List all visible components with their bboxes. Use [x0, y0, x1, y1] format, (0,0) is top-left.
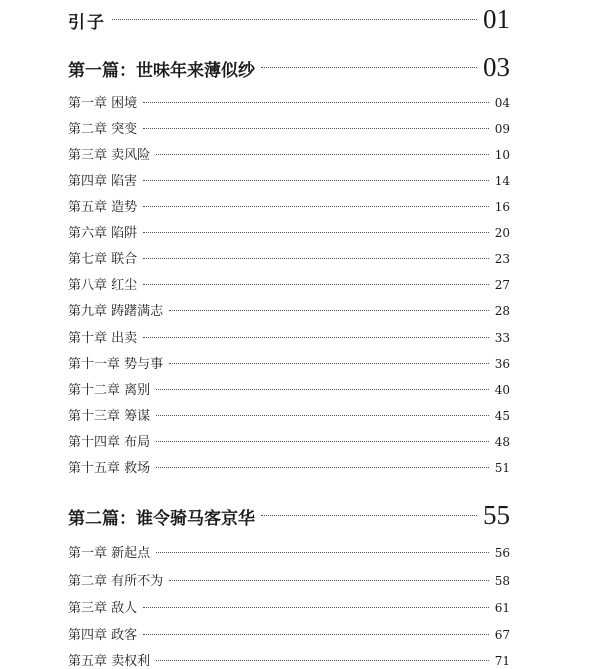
toc-entry-page: 23 [494, 252, 510, 266]
toc-chapter-entry[interactable] [68, 118, 510, 137]
toc-entry-page: 48 [494, 435, 510, 449]
toc-entry-title: 第四章 政客 [68, 628, 138, 643]
dot-leader [143, 607, 489, 608]
toc-chapter-entry[interactable] [68, 597, 510, 616]
toc-entry-page: 20 [494, 226, 510, 240]
dot-leader [143, 206, 489, 207]
toc-part-title: 第一篇：世味年来薄似纱 [68, 61, 255, 81]
toc-chapter-entry[interactable] [68, 405, 510, 424]
dot-leader [169, 310, 489, 311]
toc-chapter-entry[interactable] [68, 542, 510, 561]
dot-leader [143, 180, 489, 181]
toc-entry-page: 09 [494, 122, 510, 136]
toc-chapter-entry[interactable] [68, 196, 510, 215]
dot-leader [261, 515, 477, 516]
toc-chapter-entry[interactable] [68, 353, 510, 372]
toc-entry-page: 40 [494, 383, 510, 397]
toc-entry-page: 28 [494, 304, 510, 318]
toc-entry-title: 第八章 红尘 [68, 278, 138, 293]
dot-leader [156, 552, 489, 553]
dot-leader [143, 634, 489, 635]
toc-chapter-entry[interactable] [68, 570, 510, 589]
toc-entry-title: 第一章 新起点 [68, 546, 151, 561]
toc-part-page: 03 [483, 52, 510, 82]
toc-entry-page: 33 [494, 331, 510, 345]
toc-entry-page: 61 [494, 601, 510, 615]
toc-entry-title: 引子 [68, 13, 106, 33]
toc-entry-page: 10 [494, 148, 510, 162]
toc-entry-page: 14 [494, 174, 510, 188]
dot-leader [156, 660, 489, 661]
toc-chapter-entry[interactable] [68, 248, 510, 267]
toc-entry-title: 第十一章 势与事 [68, 357, 164, 372]
toc-entry-title: 第三章 卖风险 [68, 148, 151, 163]
dot-leader [156, 415, 489, 416]
toc-entry-title: 第十二章 离别 [68, 383, 151, 398]
toc-entry-title: 第二章 突变 [68, 122, 138, 137]
toc-chapter-entry[interactable] [68, 327, 510, 346]
toc-chapter-entry[interactable] [68, 650, 510, 669]
toc-entry-page: 58 [494, 574, 510, 588]
dot-leader [143, 337, 489, 338]
toc-chapter-entry[interactable] [68, 300, 510, 319]
dot-leader [112, 19, 477, 20]
dot-leader [169, 363, 489, 364]
toc-entry-page: 45 [494, 409, 510, 423]
toc-chapter-entry[interactable] [68, 170, 510, 189]
dot-leader [143, 128, 489, 129]
toc-entry-title: 第一章 困境 [68, 96, 138, 111]
toc-entry-page: 27 [494, 278, 510, 292]
toc-entry-title: 第三章 敌人 [68, 601, 138, 616]
dot-leader [156, 467, 489, 468]
toc-entry-page: 67 [494, 628, 510, 642]
toc-chapter-entry[interactable] [68, 274, 510, 293]
toc-chapter-entry[interactable] [68, 457, 510, 476]
toc-entry-page: 51 [494, 461, 510, 475]
toc-entry-title: 第十三章 筹谋 [68, 409, 151, 424]
dot-leader [261, 67, 477, 68]
dot-leader [143, 232, 489, 233]
toc-chapter-entry[interactable] [68, 431, 510, 450]
toc-entry-title: 第五章 造势 [68, 200, 138, 215]
dot-leader [156, 389, 489, 390]
toc-entry-title: 第十五章 救场 [68, 461, 151, 476]
toc-chapter-entry[interactable] [68, 92, 510, 111]
dot-leader [143, 102, 489, 103]
toc-chapter-entry[interactable] [68, 379, 510, 398]
toc-entry-page: 71 [494, 654, 510, 668]
toc-part-1[interactable] [68, 52, 510, 83]
toc-chapter-entry[interactable] [68, 222, 510, 241]
toc-entry-title: 第十章 出卖 [68, 331, 138, 346]
toc-entry-page: 04 [494, 96, 510, 110]
toc-entry-title: 第九章 踌躇满志 [68, 304, 164, 319]
toc-entry-title: 第七章 联合 [68, 252, 138, 267]
toc-entry-page: 36 [494, 357, 510, 371]
dot-leader [169, 580, 489, 581]
toc-part-page: 55 [483, 500, 510, 530]
dot-leader [143, 284, 489, 285]
toc-chapter-entry[interactable] [68, 624, 510, 643]
toc-entry-page: 01 [483, 4, 510, 34]
toc-entry-intro[interactable] [68, 4, 510, 35]
toc-chapter-entry[interactable] [68, 144, 510, 163]
toc-entry-title: 第六章 陷阱 [68, 226, 138, 241]
dot-leader [143, 258, 489, 259]
toc-part-title: 第二篇：谁令骑马客京华 [68, 509, 255, 529]
toc-entry-page: 56 [494, 546, 510, 560]
dot-leader [156, 441, 489, 442]
toc-entry-page: 16 [494, 200, 510, 214]
toc-entry-title: 第四章 陷害 [68, 174, 138, 189]
dot-leader [156, 154, 489, 155]
toc-entry-title: 第五章 卖权利 [68, 654, 151, 669]
toc-part-2[interactable] [68, 500, 510, 531]
toc-entry-title: 第十四章 布局 [68, 435, 151, 450]
toc-entry-title: 第二章 有所不为 [68, 574, 164, 589]
